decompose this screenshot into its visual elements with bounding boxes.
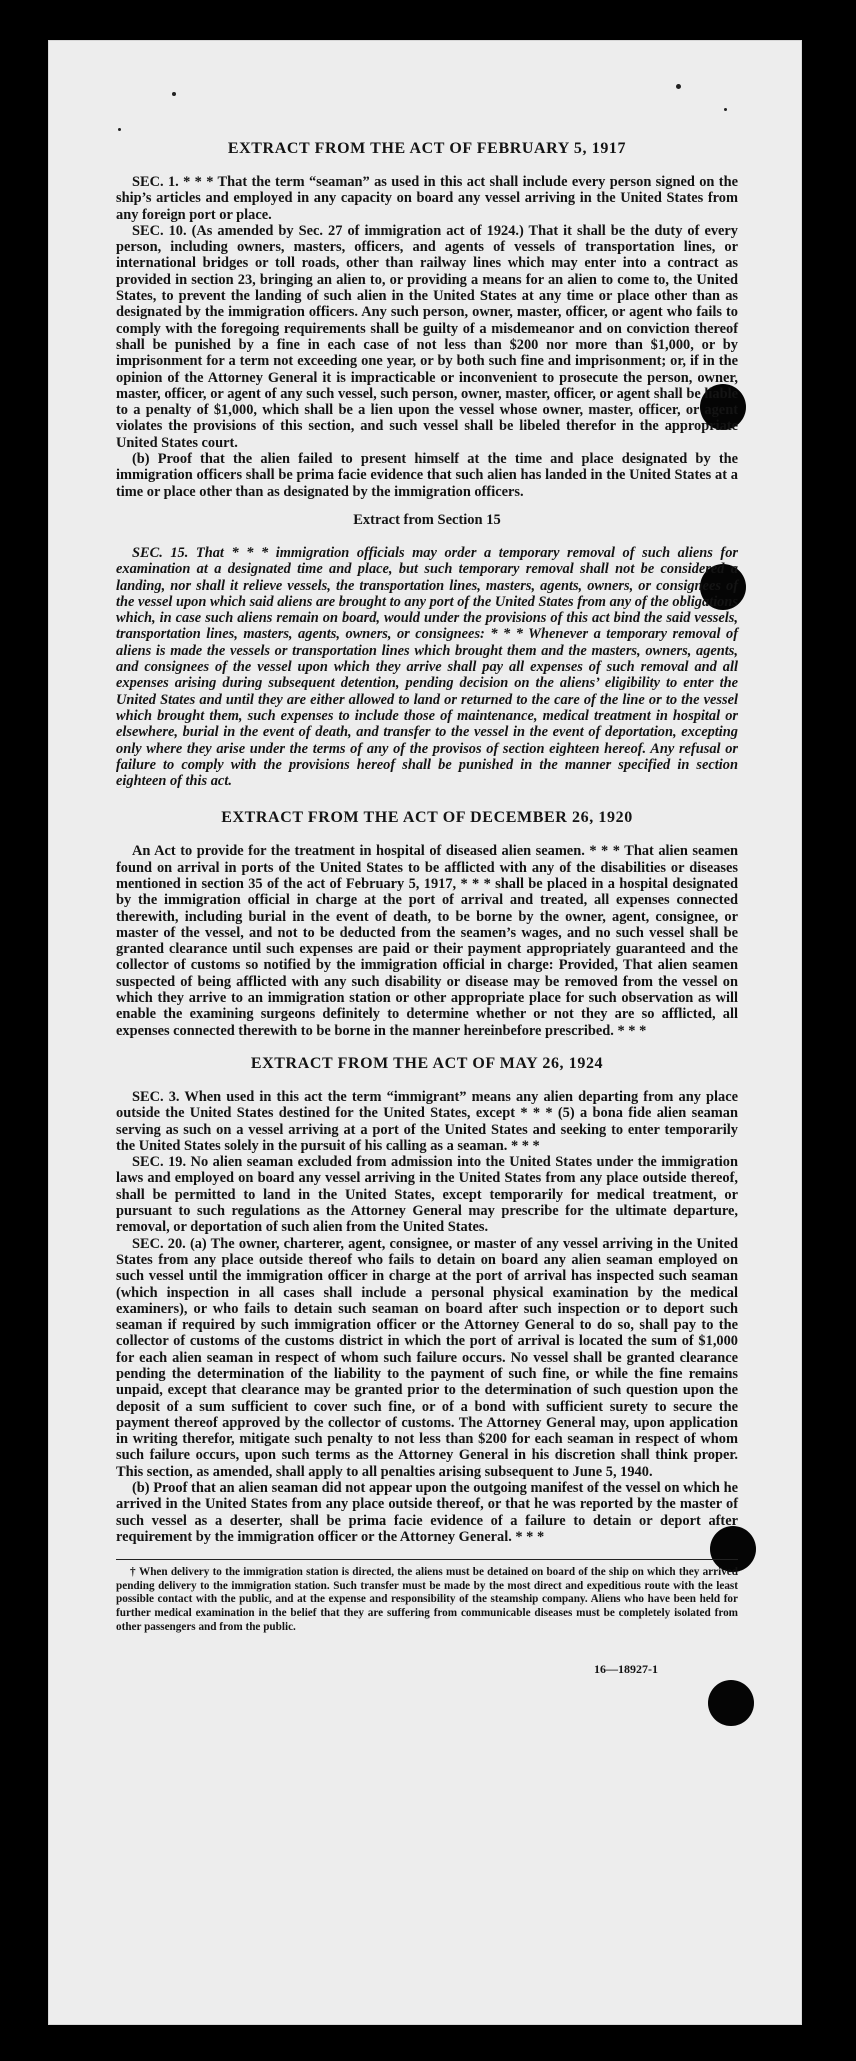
paragraph-sec-15: SEC. 15. That * * * immigration officials may order a temporary removal of such aliens for examination at a designated time and place, but such temporary removal shall not be considered a landing, nor shall it relieve vessels, the transportation lines, masters, agents, owners, or consignees of the vessel upon which said aliens are brought to any port of the United States from any of the obligations which, in case such aliens remain on board, would under the provisions of this act bind the said vessels, transportation lines, masters, agents, owners, or consignees: * * * Whenever a temporary removal of aliens is made the vessels or transportation lines which brought them and the masters, owners, agents, and consignees of the vessel upon which they arrive shall pay all expenses of such removal and all expenses arising during subsequent detention, pending decision on the aliens’ eligibility to enter the United States and until they are either allowed to land or returned to the care of the line or to the vessel which brought them, such expenses to include those of maintenance, medical treatment in hospital or elsewhere, burial in the event of death, and transfer to the vessel in the event of deportation, excepting only where they arise under the terms of any of the provisos of section eighteen hereof. Any refusal or failure to comply with the provisions hereof shall be punished in the manner specified in section eighteen of this act.	[116, 544, 738, 790]
speck-mark	[118, 128, 121, 131]
paragraph-sec-20: SEC. 20. (a) The owner, charterer, agent, consignee, or master of any vessel arriving in the United States from any place outside thereof who fails to detain on board any alien seaman employed on such vessel until the immigration officer in charge at the port of arrival has inspected such seaman (which inspection in all cases shall include a personal physical examination by the medical examiners), or who fails to detain such seaman on board after such inspection or to deport such seaman if required by such immigration officer or the Attorney General to do so, shall pay to the collector of customs of the customs district in which the port of arrival is located the sum of $1,000 for each alien seaman in respect of whom such failure occurs. No vessel shall be granted clearance pending the determination of the liability to the payment of such fine, or while the fine remains unpaid, except that clearance may be granted prior to the determination of such question upon the deposit of a sum sufficient to cover such fine, or of a bond with sufficient surety to secure the payment thereof approved by the collector of customs. The Attorney General may, upon application in writing therefor, mitigate such penalty to not less than $200 for each seaman in respect of whom such failure occurs, upon such terms as the Attorney General in his discretion shall think proper. This section, as amended, shall apply to all penalties arising subsequent to June 5, 1940.	[116, 1235, 738, 1480]
speck-mark	[724, 108, 727, 111]
subheading-section-15: Extract from Section 15	[353, 511, 501, 528]
punch-hole	[708, 1680, 754, 1726]
paragraph-sec-19: SEC. 19. No alien seaman excluded from admission into the United States under the immigration laws and employed on board any vessel arriving in the United States from any place outside thereof, shall be permitted to land in the United States, except temporarily for medical treatment, or pursuant to such regulations as the Attorney General may prescribe for the ultimate departure, removal, or deportation of such alien from the United States.	[116, 1154, 738, 1236]
paragraph-sec-20-b: (b) Proof that an alien seaman did not appear upon the outgoing manifest of the vessel on which he arrived in the United States from any place outside thereof, or that he was reported by the master of such vessel as a deserter, shall be prima facie evidence of a failure to detain or deport after requirement by the immigration officer or the Attorney General. * * *	[116, 1480, 738, 1545]
document-page	[48, 40, 802, 2025]
paragraph-sec-10: SEC. 10. (As amended by Sec. 27 of immigration act of 1924.) That it shall be the duty of every person, including owners, masters, officers, and agents of vessels of transportation lines, or international bridges or toll roads, other than railway lines which may enter into a contract as provided in section 23, bringing an alien to, or providing a means for an alien to come to, the United States, to prevent the landing of such alien in the United States at any time or place other than as designated by the immigration officers. Any such person, owner, master, officer, or agent who fails to comply with the foregoing requirements shall be guilty of a misdemeanor and on conviction thereof shall be punished by a fine in each case of not less than $200 nor more than $1,000, or by imprisonment for a term not exceeding one year, or by both such fine and imprisonment; or, if in the opinion of the Attorney General it is impracticable or inconvenient to prosecute the person, owner, master, officer, or agent of any such vessel, such person, owner, master, officer, or agent shall be liable to a penalty of $1,000, which shall be a lien upon the vessel whose owner, master, officer, or agent violates the provisions of this section, and such vessel shall be libeled therefor in the appropriate United States court.	[116, 222, 738, 451]
speck-mark	[676, 84, 681, 89]
document-body	[116, 140, 738, 1677]
paragraph-act-1920: An Act to provide for the treatment in hospital of diseased alien seamen. * * * That alien seamen found on arrival in ports of the United States to be afflicted with any of the disabilities or diseases mentioned in section 35 of the act of February 5, 1917, * * * shall be placed in a hospital designated by the immigration official in charge at the port of arrival and treated, all expenses connected therewith, including burial in the event of death, to be borne by the owner, agent, consignee, or master of the vessel, and not to be deducted from the seamen’s wages, and no such vessel shall be granted clearance until such expenses are paid or their payment appropriately guaranteed and the collector of customs so notified by the immigration official in charge: Provided, That alien seamen suspected of being afflicted with any such disability or disease may be removed from the vessel on which they arrive to an immigration station or other appropriate place for such observation as will enable the examining surgeons definitely to determine whether or not they are so afflicted, all expenses connected therewith to be borne in the manner hereinbefore prescribed. * * *	[116, 843, 738, 1039]
paragraph-sec-10-b: (b) Proof that the alien failed to present himself at the time and place designated by the immigration officers shall be prima facie evidence that such alien has landed in the United States at a time or place other than as designated by the immigration officers.	[116, 451, 738, 500]
speck-mark	[172, 92, 176, 96]
paragraph-sec-1: SEC. 1. * * * That the term “seaman” as used in this act shall include every person signed on the ship’s articles and employed in any capacity on board any vessel arriving in the United States from any foreign port or place.	[116, 174, 738, 223]
footnote: † When delivery to the immigration station is directed, the aliens must be detained on board of the ship on which they arrived pending delivery to the immigration station. Such transfer must be made by the most direct and expeditious route with the least possible contact with the public, and at the expense and responsibility of the steamship company. Aliens who have been held for further medical examination in the belief that they are suffering from communicable diseases must be completely isolated from other passengers and from the public.	[116, 1566, 738, 1633]
document-number: 16—18927-1	[594, 1662, 658, 1677]
paragraph-sec-3: SEC. 3. When used in this act the term “immigrant” means any alien departing from any place outside the United States destined for the United States, except * * * (5) a bona fide alien seaman serving as such on a vessel arriving at a port of the United States and seeking to enter temporarily the United States solely in the pursuit of his calling as a seaman. * * *	[116, 1088, 738, 1154]
heading-act-1920: EXTRACT FROM THE ACT OF DECEMBER 26, 1920	[221, 809, 633, 827]
footnote-divider	[116, 1559, 738, 1560]
heading-act-1917: EXTRACT FROM THE ACT OF FEBRUARY 5, 1917	[227, 140, 627, 157]
heading-act-1924: EXTRACT FROM THE ACT OF MAY 26, 1924	[250, 1054, 604, 1072]
